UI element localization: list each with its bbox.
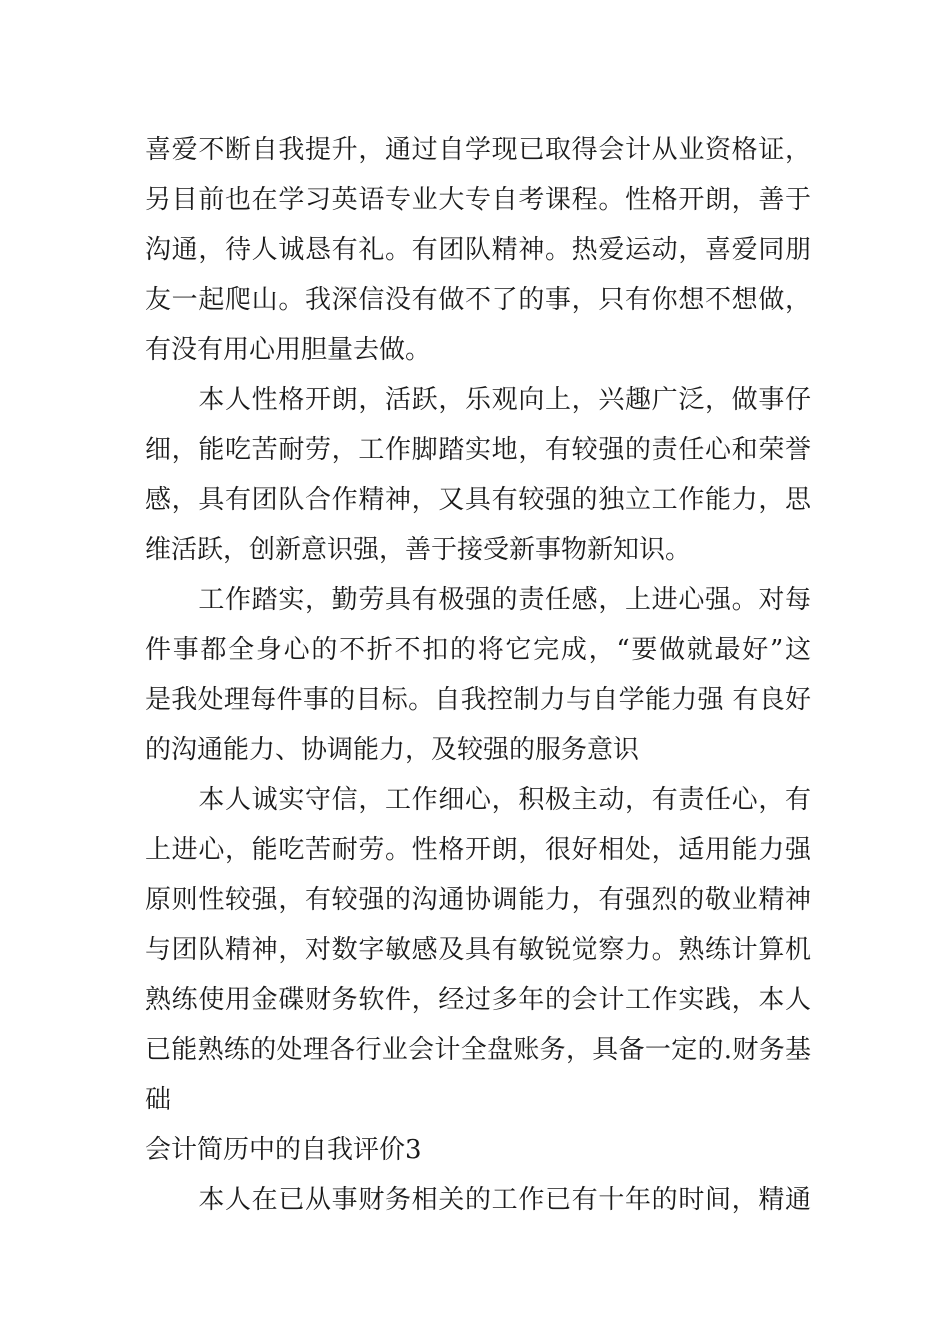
text-line: 已能熟练的处理各行业会计全盘账务，具备一定的.财务基 (145, 1035, 811, 1065)
text-line: 本人在已从事财务相关的工作已有十年的时间，精通 (145, 1185, 811, 1215)
text-line: 熟练使用金碟财务软件，经过多年的会计工作实践，本人 (145, 985, 811, 1015)
text-line: 维活跃，创新意识强，善于接受新事物新知识。 (145, 535, 692, 565)
text-line: 与团队精神，对数字敏感及具有敏锐觉察力。熟练计算机 (145, 935, 811, 965)
text-line: 是我处理每件事的目标。自我控制力与自学能力强 有良好 (145, 685, 811, 715)
text-line: 有没有用心用胆量去做。 (145, 335, 432, 365)
text-line: 的沟通能力、协调能力，及较强的服务意识 (145, 735, 640, 765)
text-line: 上进心，能吃苦耐劳。性格开朗，很好相处，适用能力强 (145, 835, 811, 865)
text-line: 另目前也在学习英语专业大专自考课程。性格开朗，善于 (145, 185, 811, 215)
text-line: 友一起爬山。我深信没有做不了的事，只有你想不想做， (145, 285, 811, 315)
text-line: 细，能吃苦耐劳，工作脚踏实地，有较强的责任心和荣誉 (145, 435, 811, 465)
text-line: 喜爱不断自我提升，通过自学现已取得会计从业资格证， (145, 135, 811, 165)
text-line: 工作踏实，勤劳具有极强的责任感，上进心强。对每 (145, 585, 811, 615)
text-line: 沟通，待人诚恳有礼。有团队精神。热爱运动，喜爱同朋 (145, 235, 811, 265)
text-line: 础 (145, 1085, 172, 1115)
text-line: 感，具有团队合作精神，又具有较强的独立工作能力，思 (145, 485, 811, 515)
text-line: 件事都全身心的不折不扣的将它完成，“要做就最好”这 (145, 635, 811, 665)
text-line: 会计简历中的自我评价3 (145, 1135, 422, 1165)
document-body (145, 125, 811, 1225)
text-line: 原则性较强，有较强的沟通协调能力，有强烈的敬业精神 (145, 885, 811, 915)
text-line: 本人性格开朗，活跃，乐观向上，兴趣广泛，做事仔 (145, 385, 811, 415)
text-line: 本人诚实守信，工作细心，积极主动，有责任心，有 (145, 785, 811, 815)
